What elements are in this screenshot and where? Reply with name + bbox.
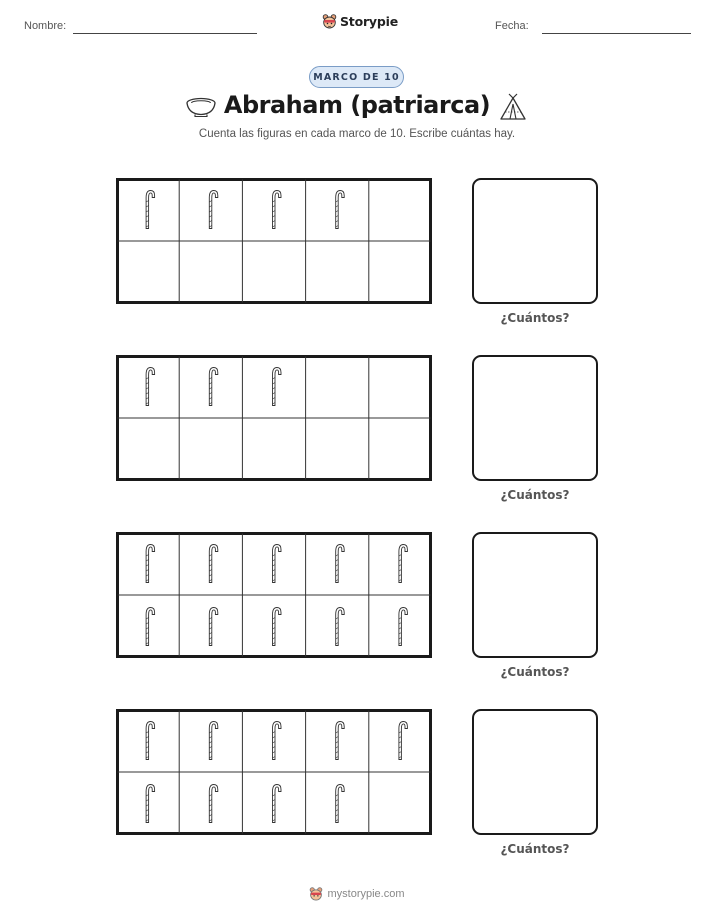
footer bbox=[0, 886, 714, 902]
brand-logo bbox=[322, 13, 398, 30]
ten-frame-grid bbox=[116, 532, 432, 658]
answer-box-3[interactable] bbox=[472, 532, 598, 658]
storypie-mascot-icon bbox=[309, 886, 323, 902]
footer-url: mystorypie.com bbox=[327, 888, 405, 900]
answer-box-1[interactable] bbox=[472, 178, 598, 304]
answer-box-2[interactable] bbox=[472, 355, 598, 481]
answer-label-1: ¿Cuántos? bbox=[500, 311, 570, 325]
page-title: Abraham (patriarca) bbox=[223, 91, 491, 119]
answer-label-4: ¿Cuántos? bbox=[500, 842, 570, 856]
ten-frame-1 bbox=[116, 178, 432, 304]
answer-label-3: ¿Cuántos? bbox=[500, 665, 570, 679]
ten-frame-grid bbox=[116, 709, 432, 835]
brand-name: Storypie bbox=[340, 14, 398, 29]
tent-icon bbox=[497, 92, 529, 122]
storypie-mascot-icon bbox=[322, 13, 337, 30]
date-label: Fecha: bbox=[495, 20, 529, 32]
answer-box-4[interactable] bbox=[472, 709, 598, 835]
instructions-text: Cuenta las figuras en cada marco de 10. Escribe cuántas hay. bbox=[198, 128, 516, 140]
ten-frame-4 bbox=[116, 709, 432, 835]
worksheet-type-badge: MARCO DE 10 bbox=[309, 66, 404, 88]
ten-frame-grid bbox=[116, 355, 432, 481]
name-label: Nombre: bbox=[24, 20, 67, 32]
ten-frame-2 bbox=[116, 355, 432, 481]
date-field[interactable] bbox=[542, 33, 691, 34]
ten-frame-3 bbox=[116, 532, 432, 658]
answer-label-2: ¿Cuántos? bbox=[500, 488, 570, 502]
ten-frame-grid bbox=[116, 178, 432, 304]
name-field[interactable] bbox=[73, 33, 257, 34]
